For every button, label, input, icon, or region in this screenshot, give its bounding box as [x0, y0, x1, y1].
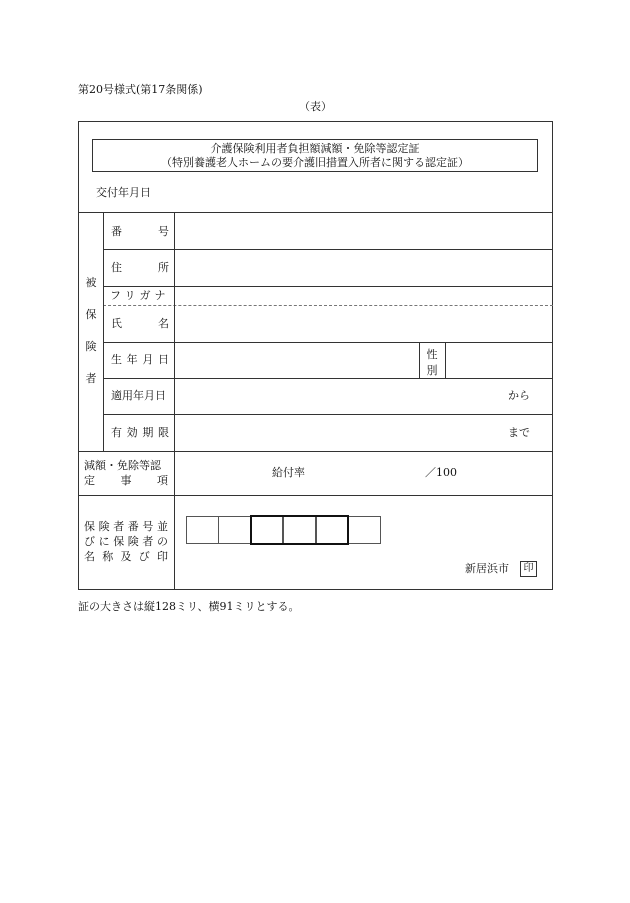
insurer-label-line1: 保 険 者 番 号 並 — [84, 520, 168, 533]
form-number: 第20号様式(第17条関係) — [78, 83, 203, 96]
seal-mark: 印 — [520, 561, 537, 577]
benefit-rate-label: 給付率 — [272, 466, 305, 479]
grid-line — [103, 286, 553, 287]
grid-line — [445, 342, 446, 378]
number-label: 番 号 — [111, 225, 169, 238]
side-label: （表） — [299, 100, 332, 113]
insurer-number-digit-6[interactable] — [348, 516, 381, 544]
gender-label: 性 別 — [426, 348, 438, 377]
grid-line — [174, 212, 175, 590]
insurer-number-digit-1[interactable] — [186, 516, 219, 544]
size-note: 証の大きさは縦128ミリ、横91ミリとする。 — [78, 600, 300, 613]
insurer-label-line3: 名 称 及 び 印 — [84, 550, 168, 563]
validity-suffix: まで — [508, 426, 530, 439]
furigana-divider — [103, 305, 553, 306]
start-date-label: 適用年月日 — [111, 389, 166, 402]
certificate-subtitle: （特別養護老人ホームの要介護旧措置入所者に関する認定証） — [161, 156, 469, 169]
grid-line — [78, 451, 553, 452]
furigana-label: フリガナ — [110, 289, 170, 302]
insurer-number-highlight — [250, 515, 349, 545]
birthdate-label: 生 年 月 日 — [111, 353, 169, 366]
name-label: 氏 名 — [111, 317, 169, 330]
reduction-label-bottom: 定 事 項 — [84, 474, 168, 487]
start-date-suffix: から — [508, 389, 530, 402]
reduction-label: 減額・免除等認 — [84, 459, 161, 472]
insurer-city: 新居浜市 — [465, 562, 509, 575]
grid-line — [78, 495, 553, 496]
validity-label: 有 効 期 限 — [111, 426, 169, 439]
grid-line — [103, 378, 553, 379]
grid-line — [103, 342, 553, 343]
address-label: 住 所 — [111, 261, 169, 274]
grid-line — [103, 249, 553, 250]
grid-line — [78, 212, 553, 213]
benefit-rate-value: ／100 — [425, 466, 457, 479]
grid-line — [103, 414, 553, 415]
insurer-label-line2: び に 保 険 者 の — [84, 535, 168, 548]
grid-line — [103, 212, 104, 451]
insurer-number-digit-2[interactable] — [218, 516, 251, 544]
insured-label: 被 保 険 者 — [85, 276, 97, 385]
certificate-title: 介護保険利用者負担額減額・免除等認定証 — [210, 142, 420, 155]
issue-date-label: 交付年月日 — [96, 186, 151, 199]
